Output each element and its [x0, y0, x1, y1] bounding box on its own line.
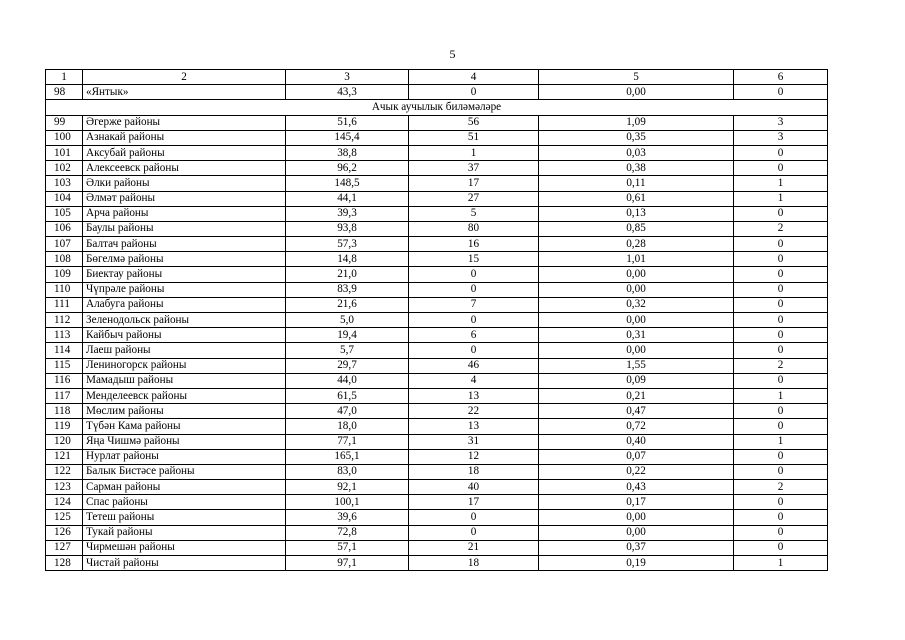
- territory-name: Алабуга районы: [83, 297, 286, 312]
- table-row: [46, 495, 828, 510]
- data-table: [45, 69, 828, 571]
- value-col6: 0: [734, 145, 828, 160]
- value-col3: 43,3: [286, 85, 409, 100]
- territory-name: Зеленодольск районы: [83, 313, 286, 328]
- value-col4: 17: [409, 176, 539, 191]
- value-col5: 0,13: [539, 206, 734, 221]
- row-number: 127: [46, 540, 83, 555]
- table-row: [46, 464, 828, 479]
- value-col4: 13: [409, 419, 539, 434]
- value-col4: 40: [409, 480, 539, 495]
- table-row: [46, 313, 828, 328]
- value-col3: 72,8: [286, 525, 409, 540]
- territory-name: Чирмешән районы: [83, 540, 286, 555]
- value-col6: 0: [734, 252, 828, 267]
- value-col4: 0: [409, 282, 539, 297]
- value-col5: 0,61: [539, 191, 734, 206]
- value-col4: 4: [409, 373, 539, 388]
- territory-name: Лаеш районы: [83, 343, 286, 358]
- value-col5: 0,11: [539, 176, 734, 191]
- column-number: 1: [46, 70, 83, 85]
- value-col6: 0: [734, 373, 828, 388]
- value-col6: 0: [734, 297, 828, 312]
- value-col4: 0: [409, 267, 539, 282]
- value-col5: 0,03: [539, 145, 734, 160]
- territory-name: Балык Бистәсе районы: [83, 464, 286, 479]
- row-number: 114: [46, 343, 83, 358]
- value-col6: 2: [734, 358, 828, 373]
- territory-name: Яңа Чишмә районы: [83, 434, 286, 449]
- value-col3: 93,8: [286, 221, 409, 236]
- table-row: [46, 297, 828, 312]
- value-col3: 145,4: [286, 130, 409, 145]
- value-col3: 39,3: [286, 206, 409, 221]
- value-col6: 2: [734, 221, 828, 236]
- value-col3: 5,7: [286, 343, 409, 358]
- table-row: [46, 176, 828, 191]
- table-row: [46, 267, 828, 282]
- value-col5: 0,40: [539, 434, 734, 449]
- territory-name: Сарман районы: [83, 480, 286, 495]
- value-col5: 0,31: [539, 328, 734, 343]
- value-col5: 0,17: [539, 495, 734, 510]
- value-col6: 3: [734, 130, 828, 145]
- value-col3: 165,1: [286, 449, 409, 464]
- row-number: 111: [46, 297, 83, 312]
- value-col5: 0,85: [539, 221, 734, 236]
- value-col3: 21,0: [286, 267, 409, 282]
- value-col3: 19,4: [286, 328, 409, 343]
- value-col6: 0: [734, 343, 828, 358]
- value-col3: 83,9: [286, 282, 409, 297]
- value-col4: 21: [409, 540, 539, 555]
- table-row: [46, 556, 828, 571]
- value-col4: 0: [409, 343, 539, 358]
- column-number: 4: [409, 70, 539, 85]
- column-number: 5: [539, 70, 734, 85]
- value-col4: 0: [409, 313, 539, 328]
- table-row: [46, 404, 828, 419]
- value-col3: 5,0: [286, 313, 409, 328]
- table-row: [46, 237, 828, 252]
- row-number: 116: [46, 373, 83, 388]
- value-col4: 80: [409, 221, 539, 236]
- value-col6: 0: [734, 313, 828, 328]
- table-row: [46, 191, 828, 206]
- value-col4: 27: [409, 191, 539, 206]
- value-col6: 0: [734, 540, 828, 555]
- value-col6: 0: [734, 267, 828, 282]
- row-number: 104: [46, 191, 83, 206]
- value-col6: 0: [734, 449, 828, 464]
- table-row: [46, 510, 828, 525]
- territory-name: Арча районы: [83, 206, 286, 221]
- column-number: 6: [734, 70, 828, 85]
- table-row: [46, 130, 828, 145]
- territory-name: Балтач районы: [83, 237, 286, 252]
- value-col5: 0,00: [539, 85, 734, 100]
- value-col4: 0: [409, 510, 539, 525]
- territory-name: Кайбыч районы: [83, 328, 286, 343]
- table-row: [46, 328, 828, 343]
- column-number: 3: [286, 70, 409, 85]
- value-col6: 1: [734, 556, 828, 571]
- section-row: [46, 100, 828, 115]
- territory-name: Биектау районы: [83, 267, 286, 282]
- table-body: [46, 70, 828, 571]
- territory-name: Түбән Кама районы: [83, 419, 286, 434]
- value-col4: 18: [409, 556, 539, 571]
- value-col3: 44,0: [286, 373, 409, 388]
- row-number: 103: [46, 176, 83, 191]
- value-col5: 0,00: [539, 510, 734, 525]
- value-col6: 1: [734, 434, 828, 449]
- value-col4: 16: [409, 237, 539, 252]
- row-number: 118: [46, 404, 83, 419]
- value-col6: 0: [734, 464, 828, 479]
- value-col5: 1,09: [539, 115, 734, 130]
- value-col3: 100,1: [286, 495, 409, 510]
- value-col4: 22: [409, 404, 539, 419]
- value-col5: 0,43: [539, 480, 734, 495]
- table-row: [46, 85, 828, 100]
- value-col5: 0,07: [539, 449, 734, 464]
- territory-name: Бөгелмә районы: [83, 252, 286, 267]
- value-col3: 14,8: [286, 252, 409, 267]
- value-col3: 44,1: [286, 191, 409, 206]
- value-col5: 0,00: [539, 282, 734, 297]
- territory-name: Алексеевск районы: [83, 161, 286, 176]
- value-col5: 1,55: [539, 358, 734, 373]
- value-col4: 0: [409, 85, 539, 100]
- value-col4: 31: [409, 434, 539, 449]
- row-number: 108: [46, 252, 83, 267]
- value-col4: 18: [409, 464, 539, 479]
- table-row: [46, 206, 828, 221]
- table-row: [46, 373, 828, 388]
- value-col3: 21,6: [286, 297, 409, 312]
- row-number: 125: [46, 510, 83, 525]
- value-col4: 51: [409, 130, 539, 145]
- value-col4: 6: [409, 328, 539, 343]
- value-col4: 5: [409, 206, 539, 221]
- territory-name: Чистай районы: [83, 556, 286, 571]
- row-number: 99: [46, 115, 83, 130]
- column-number-row: [46, 70, 828, 85]
- row-number: 112: [46, 313, 83, 328]
- territory-name: Менделеевск районы: [83, 388, 286, 403]
- territory-name: Әлмәт районы: [83, 191, 286, 206]
- value-col5: 0,00: [539, 267, 734, 282]
- row-number: 128: [46, 556, 83, 571]
- value-col5: 0,19: [539, 556, 734, 571]
- territory-name: Чүпрәле районы: [83, 282, 286, 297]
- value-col3: 51,6: [286, 115, 409, 130]
- row-number: 117: [46, 388, 83, 403]
- territory-name: Азнакай районы: [83, 130, 286, 145]
- row-number: 119: [46, 419, 83, 434]
- table-row: [46, 540, 828, 555]
- value-col3: 29,7: [286, 358, 409, 373]
- row-number: 107: [46, 237, 83, 252]
- section-title: Ачык аучылык биләмәләре: [46, 100, 828, 115]
- table-row: [46, 343, 828, 358]
- row-number: 124: [46, 495, 83, 510]
- value-col3: 18,0: [286, 419, 409, 434]
- value-col3: 92,1: [286, 480, 409, 495]
- value-col5: 0,00: [539, 313, 734, 328]
- table-row: [46, 358, 828, 373]
- value-col5: 0,00: [539, 525, 734, 540]
- value-col4: 46: [409, 358, 539, 373]
- row-number: 120: [46, 434, 83, 449]
- value-col3: 57,3: [286, 237, 409, 252]
- table-row: [46, 145, 828, 160]
- value-col3: 77,1: [286, 434, 409, 449]
- table-row: [46, 282, 828, 297]
- territory-name: Аксубай районы: [83, 145, 286, 160]
- row-number: 113: [46, 328, 83, 343]
- value-col6: 0: [734, 161, 828, 176]
- territory-name: Мамадыш районы: [83, 373, 286, 388]
- value-col5: 1,01: [539, 252, 734, 267]
- territory-name: «Янтык»: [83, 85, 286, 100]
- value-col5: 0,72: [539, 419, 734, 434]
- row-number: 100: [46, 130, 83, 145]
- territory-name: Лениногорск районы: [83, 358, 286, 373]
- row-number: 98: [46, 85, 83, 100]
- table-row: [46, 449, 828, 464]
- value-col3: 39,6: [286, 510, 409, 525]
- row-number: 102: [46, 161, 83, 176]
- territory-name: Әгерже районы: [83, 115, 286, 130]
- value-col6: 0: [734, 237, 828, 252]
- territory-name: Тетеш районы: [83, 510, 286, 525]
- value-col6: 1: [734, 191, 828, 206]
- row-number: 121: [46, 449, 83, 464]
- value-col3: 96,2: [286, 161, 409, 176]
- value-col4: 0: [409, 525, 539, 540]
- value-col3: 61,5: [286, 388, 409, 403]
- territory-name: Спас районы: [83, 495, 286, 510]
- row-number: 109: [46, 267, 83, 282]
- value-col5: 0,28: [539, 237, 734, 252]
- column-number: 2: [83, 70, 286, 85]
- value-col3: 47,0: [286, 404, 409, 419]
- value-col3: 148,5: [286, 176, 409, 191]
- row-number: 115: [46, 358, 83, 373]
- row-number: 105: [46, 206, 83, 221]
- value-col6: 0: [734, 328, 828, 343]
- value-col6: 0: [734, 404, 828, 419]
- row-number: 123: [46, 480, 83, 495]
- row-number: 126: [46, 525, 83, 540]
- table-row: [46, 252, 828, 267]
- value-col4: 17: [409, 495, 539, 510]
- row-number: 106: [46, 221, 83, 236]
- value-col4: 15: [409, 252, 539, 267]
- value-col3: 97,1: [286, 556, 409, 571]
- value-col4: 12: [409, 449, 539, 464]
- value-col3: 83,0: [286, 464, 409, 479]
- value-col4: 1: [409, 145, 539, 160]
- table-row: [46, 525, 828, 540]
- value-col4: 56: [409, 115, 539, 130]
- table-row: [46, 388, 828, 403]
- value-col6: 0: [734, 282, 828, 297]
- value-col3: 38,8: [286, 145, 409, 160]
- territory-name: Әлки районы: [83, 176, 286, 191]
- value-col6: 0: [734, 419, 828, 434]
- table-row: [46, 419, 828, 434]
- table-row: [46, 480, 828, 495]
- value-col5: 0,37: [539, 540, 734, 555]
- value-col5: 0,00: [539, 343, 734, 358]
- value-col6: 3: [734, 115, 828, 130]
- value-col5: 0,47: [539, 404, 734, 419]
- page-number: 5: [449, 47, 456, 61]
- table-row: [46, 115, 828, 130]
- value-col5: 0,38: [539, 161, 734, 176]
- value-col6: 2: [734, 480, 828, 495]
- value-col6: 0: [734, 85, 828, 100]
- value-col3: 57,1: [286, 540, 409, 555]
- territory-name: Мөслим районы: [83, 404, 286, 419]
- territory-name: Нурлат районы: [83, 449, 286, 464]
- territory-name: Баулы районы: [83, 221, 286, 236]
- value-col5: 0,35: [539, 130, 734, 145]
- value-col4: 37: [409, 161, 539, 176]
- value-col6: 0: [734, 525, 828, 540]
- value-col5: 0,09: [539, 373, 734, 388]
- territory-name: Тукай районы: [83, 525, 286, 540]
- value-col6: 0: [734, 495, 828, 510]
- value-col6: 0: [734, 206, 828, 221]
- value-col6: 0: [734, 510, 828, 525]
- row-number: 122: [46, 464, 83, 479]
- row-number: 110: [46, 282, 83, 297]
- value-col5: 0,32: [539, 297, 734, 312]
- table-row: [46, 161, 828, 176]
- value-col4: 7: [409, 297, 539, 312]
- table-row: [46, 221, 828, 236]
- value-col5: 0,21: [539, 388, 734, 403]
- value-col6: 1: [734, 388, 828, 403]
- value-col5: 0,22: [539, 464, 734, 479]
- row-number: 101: [46, 145, 83, 160]
- value-col4: 13: [409, 388, 539, 403]
- table-row: [46, 434, 828, 449]
- value-col6: 1: [734, 176, 828, 191]
